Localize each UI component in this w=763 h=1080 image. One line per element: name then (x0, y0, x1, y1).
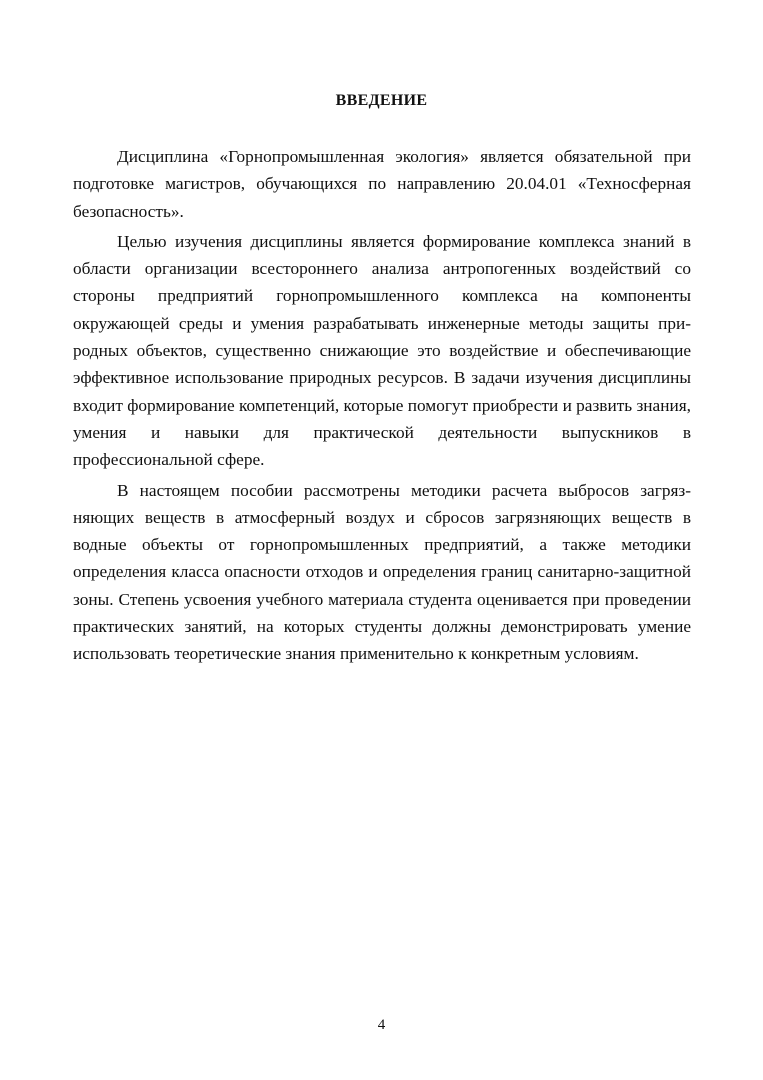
paragraph-1: Дисциплина «Горнопромышленная экология» является обязательной при подготовке магистров, обучающихся по направлению 20.04.01 «Техносферная безопасность». (73, 147, 691, 221)
paragraph-3: В настоящем пособии рассмотрены методики расчета выбросов загрязняющих веществ в атмосферный воздух и сбросов загрязняющих веществ в водные объекты от горнопромышленных предприятий, а также методики определения класса опасности отходов и определения границ санитарно-защитной зоны. Степень усвоения учебного материала студента оценивается при проведении практических занятий, на которых студенты должны демонстрировать умение использовать теоретические знания применительно к конкретным условиям. (73, 480, 691, 664)
paragraph-2: Целью изучения дисциплины является формирование комплекса знаний в области организации всестороннего анализа антропогенных воздействий со стороны предприятий горнопромышленного комплекса на компоненты окружающей среды и умения разрабатывать инженерные методы защиты природных объектов, существенно снижающие это воздействие и обеспечивающие эффективное использование природных ресурсов. В задачи изучения дисциплины входит формирование компетенций, которые помогут приобрести и развить знания, умения и навыки для практической деятельности выпускников в профессиональной сфере. (73, 231, 691, 470)
body-text (73, 143, 691, 671)
page-number: 4 (377, 1017, 386, 1033)
page-title: ВВЕДЕНИЕ (335, 92, 428, 109)
